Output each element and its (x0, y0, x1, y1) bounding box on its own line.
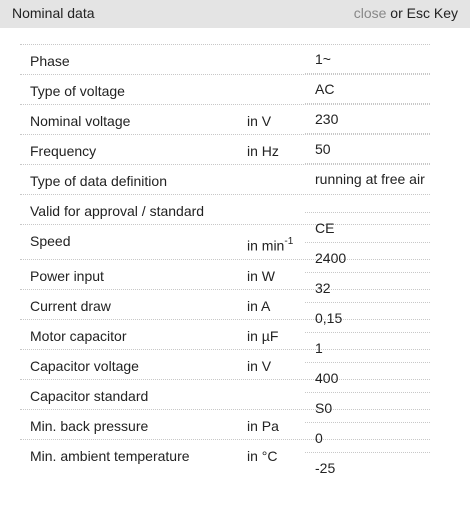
table-row-frequency (20, 134, 430, 163)
value-divider (305, 103, 430, 104)
dialog-header (0, 0, 470, 28)
value-divider (305, 362, 430, 363)
value-divider (305, 133, 430, 134)
row-value: 230 (315, 111, 339, 127)
table-row-speed (20, 224, 430, 253)
table-row-nominal-voltage (20, 104, 430, 133)
value-divider (305, 302, 430, 303)
row-unit (247, 237, 293, 254)
value-divider (305, 242, 430, 243)
row-unit: in °C (247, 448, 278, 464)
row-label: Min. ambient temperature (30, 448, 190, 464)
esc-key-hint: or Esc Key (386, 5, 458, 21)
row-label: Capacitor standard (30, 388, 149, 404)
row-label: Current draw (30, 298, 111, 314)
table-row-min-ambient-temperature (20, 439, 430, 468)
row-label: Power input (30, 268, 104, 284)
close-link[interactable]: close (353, 5, 387, 21)
row-value: running at free air (315, 171, 425, 187)
value-divider (305, 163, 430, 164)
row-unit: in µF (247, 328, 279, 344)
row-value: -25 (315, 460, 336, 476)
row-value: 1~ (315, 51, 331, 67)
table-row-min-back-pressure (20, 409, 430, 438)
row-value: 0,15 (315, 310, 343, 326)
row-unit: in Hz (247, 143, 279, 159)
row-label: Nominal voltage (30, 113, 131, 129)
unit-text: in min (247, 237, 285, 254)
row-label: Valid for approval / standard (30, 203, 205, 219)
value-divider (305, 332, 430, 333)
row-unit: in W (247, 268, 275, 284)
value-divider (305, 422, 430, 423)
row-label: Min. back pressure (30, 418, 149, 434)
row-label: Speed (30, 233, 71, 249)
table-row-current-draw (20, 289, 430, 318)
row-value: AC (315, 81, 335, 97)
row-label: Phase (30, 53, 70, 69)
row-value: S0 (315, 400, 333, 416)
table-row-capacitor-voltage (20, 349, 430, 378)
table-row-motor-capacitor (20, 319, 430, 348)
row-label: Type of voltage (30, 83, 125, 99)
table-row-phase (20, 44, 430, 73)
row-label: Frequency (30, 143, 97, 159)
row-value: 400 (315, 370, 339, 386)
row-value: 2400 (315, 250, 347, 266)
row-unit: in V (247, 113, 272, 129)
row-unit: in V (247, 358, 272, 374)
row-value: CE (315, 220, 335, 236)
row-value: 50 (315, 141, 331, 157)
table-row-capacitor-standard (20, 379, 430, 408)
table-row-power-input (20, 259, 430, 288)
unit-superscript: -1 (284, 236, 294, 247)
value-divider (305, 392, 430, 393)
row-unit: in A (247, 298, 271, 314)
row-value: 32 (315, 280, 331, 296)
row-value: 1 (315, 340, 323, 356)
value-divider (305, 212, 430, 213)
value-divider (305, 73, 430, 74)
value-divider (305, 272, 430, 273)
value-divider (305, 452, 430, 453)
dialog-title: Nominal data (12, 5, 95, 21)
close-hint (354, 5, 458, 21)
row-value: 0 (315, 430, 323, 446)
row-unit: in Pa (247, 418, 279, 434)
table-row-type-of-voltage (20, 74, 430, 103)
table-row-valid-for-approval (20, 194, 430, 223)
row-label: Type of data definition (30, 173, 167, 189)
row-label: Capacitor voltage (30, 358, 139, 374)
row-label: Motor capacitor (30, 328, 127, 344)
